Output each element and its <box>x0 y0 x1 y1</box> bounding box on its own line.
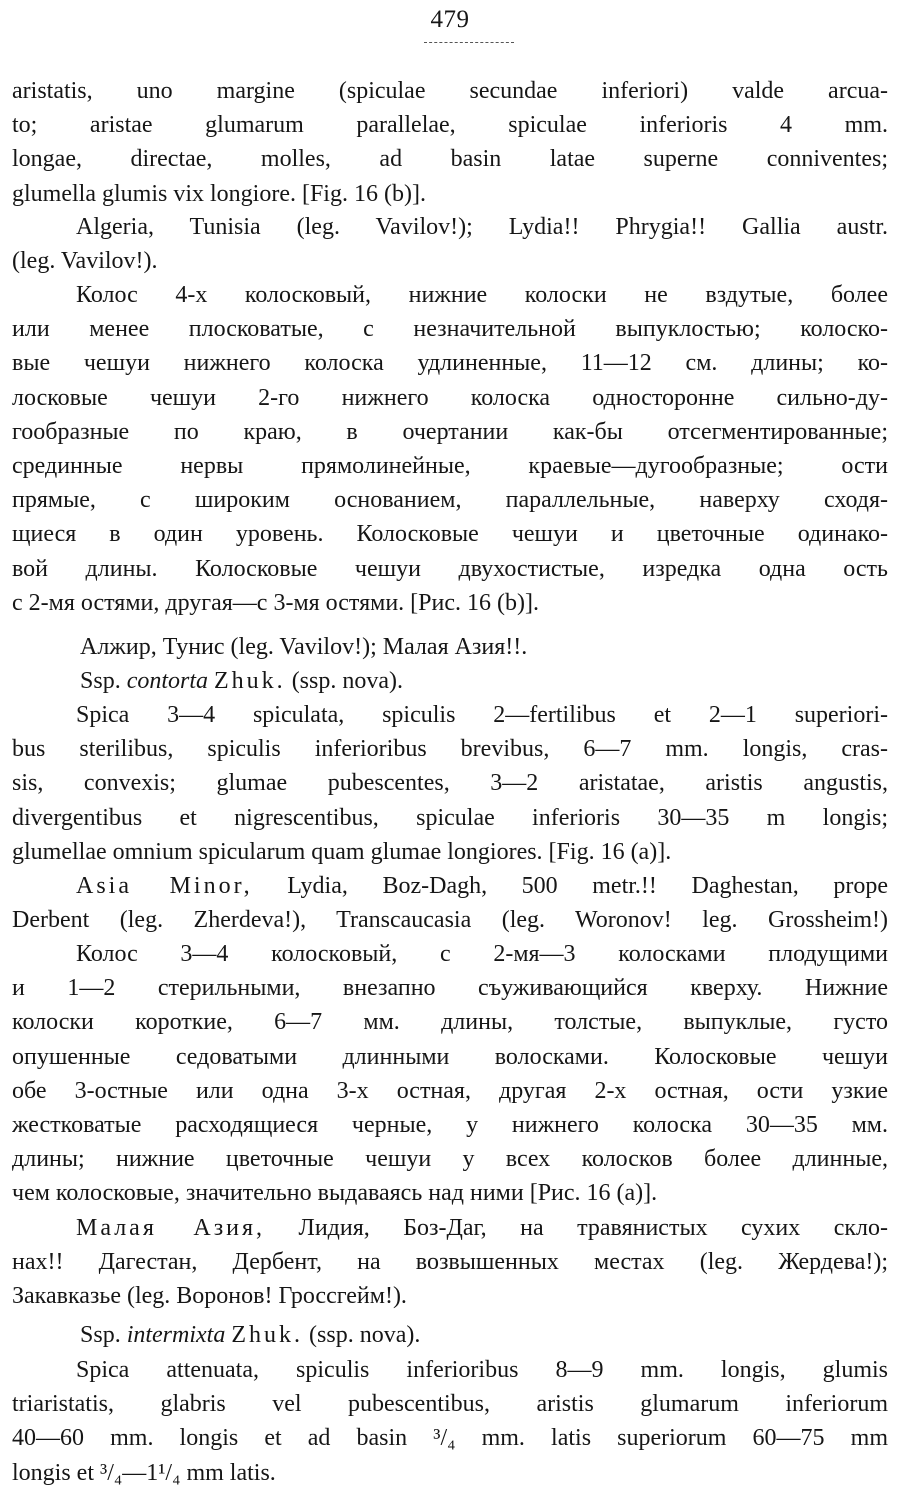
text-line: щиеся в один уровень. Колосковые чешуи и цветочные одинако- <box>12 521 888 548</box>
text-line: 40—60 mm. longis et ad basin ³/₄ mm. latis superiorum 60—75 mm <box>12 1425 888 1452</box>
text-line: longis et ³/₄—1¹/₄ mm latis. <box>12 1459 276 1486</box>
text-line: или менее плосковатые, с незначительной выпуклостью; колоско- <box>12 316 888 343</box>
paragraph-latin-description-2 <box>12 698 888 869</box>
text-line: лосковые чешуи 2-го нижнего колоска односторонне сильно-ду- <box>12 384 888 411</box>
paragraph-russian-distribution-1 <box>12 630 888 664</box>
text-line: с 2-мя остями, другая—с 3-мя остями. [Рис. 16 (b)]. <box>12 589 539 616</box>
text-line: Spica attenuata, spiculis inferioribus 8—9 mm. longis, glumis <box>76 1357 888 1383</box>
text-line: (leg. Vavilov!). <box>12 248 158 275</box>
text-line: Закавказье (leg. Воронов! Гроссгейм!). <box>12 1283 407 1310</box>
text-line: срединные нервы прямолинейные, краевые—дугообразные; ости <box>12 452 888 479</box>
text-line: длины; нижние цветочные чешуи у всех колосков более длинные, <box>12 1146 888 1173</box>
text-line: опушенные седоватыми длинными волосками. Колосковые чешуи <box>12 1043 888 1070</box>
text-line <box>12 1211 888 1245</box>
text-line: bus sterilibus, spiculis inferioribus brevibus, 6—7 mm. longis, cras- <box>12 736 888 763</box>
paragraph-latin-description-1 <box>12 74 888 211</box>
paragraph-latin-distribution-1 <box>12 210 888 278</box>
text-span: Lydia, Boz-Dagh, 500 metr.!! Daghestan, prope <box>287 873 888 899</box>
text-line: жестковатые расходящиеся черные, у нижнего колоска 30—35 мм. <box>12 1111 888 1138</box>
text-line: Spica 3—4 spiculata, spiculis 2—fertilibus et 2—1 superiori- <box>76 702 888 728</box>
text-line <box>12 664 888 698</box>
paragraph-russian-distribution-2 <box>12 1211 888 1314</box>
text-line: longae, directae, molles, ad basin latae superne conniventes; <box>12 146 888 173</box>
text-line: нах!! Дагестан, Дербент, на возвышенных местах (leg. Жердева!); <box>12 1249 888 1276</box>
text-line: sis, convexis; glumae pubescentes, 3—2 aristatae, aristis angustis, <box>12 770 888 797</box>
text-line: и 1—2 стерильными, внезапно съуживающийся кверху. Нижние <box>12 975 888 1002</box>
ssp-suffix: (ssp. nova). <box>291 668 404 694</box>
text-line: divergentibus et nigrescentibus, spiculae inferioris 30—35 m longis; <box>12 804 888 831</box>
ssp-author: Zhuk. <box>214 668 286 694</box>
text-line <box>12 869 888 903</box>
region-spaced: Малая Азия, <box>76 1215 266 1241</box>
ssp-prefix: Ssp. <box>80 668 121 694</box>
text-line: triaristatis, glabris vel pubescentibus, aristis glumarum inferiorum <box>12 1391 888 1418</box>
text-line: glumella glumis vix longiore. [Fig. 16 (b)]. <box>12 180 426 207</box>
text-line: glumellae omnium spicularum quam glumae longiores. [Fig. 16 (a)]. <box>12 838 672 865</box>
text-line: гообразные по краю, в очертании как-бы отсегментированные; <box>12 418 888 445</box>
paragraph-russian-description-2 <box>12 937 888 1211</box>
text-line: колоски короткие, 6—7 мм. длины, толстые, выпуклые, густо <box>12 1009 888 1036</box>
text-line: Колос 3—4 колосковый, с 2-мя—3 колосками плодущими <box>76 941 888 967</box>
ssp-prefix: Ssp. <box>80 1322 121 1348</box>
paragraph-russian-description-1 <box>12 278 888 620</box>
subspecies-heading-contorta <box>12 664 888 698</box>
ssp-suffix: (ssp. nova). <box>309 1322 421 1348</box>
text-line: aristatis, uno margine (spiculae secundae inferiori) valde arcua- <box>12 78 888 104</box>
paragraph-latin-distribution-2 <box>12 869 888 937</box>
text-line: Derbent (leg. Zherdeva!), Transcaucasia (leg. Woronov! leg. Grossheim!) <box>12 907 888 934</box>
text-line: Algeria, Tunisia (leg. Vavilov!); Lydia!! Phrygia!! Gallia austr. <box>76 214 888 240</box>
text-line: to; aristae glumarum parallelae, spiculae inferioris 4 mm. <box>12 112 888 139</box>
text-line: вые чешуи нижнего колоска удлиненные, 11—12 см. длины; ко- <box>12 350 888 377</box>
text-line: Алжир, Тунис (leg. Vavilov!); Малая Азия!!. <box>80 634 528 660</box>
page-number: 479 <box>430 6 470 33</box>
paragraph-latin-description-3 <box>12 1353 888 1490</box>
text-line <box>12 1318 888 1352</box>
text-line: Колос 4-х колосковый, нижние колоски не вздутые, более <box>76 282 888 308</box>
ssp-name: contorta <box>126 668 209 694</box>
text-line: прямые, с широким основанием, параллельные, наверху сходя- <box>12 487 888 514</box>
text-line: обе 3-остные или одна 3-х остная, другая 2-х остная, ости узкие <box>12 1077 888 1104</box>
ssp-name: intermixta <box>126 1322 226 1348</box>
text-span: Лидия, Боз-Даг, на травянистых сухих скло- <box>298 1215 888 1241</box>
text-line: вой длины. Колосковые чешуи двухостистые, изредка одна ость <box>12 555 888 582</box>
ssp-author: Zhuk. <box>231 1322 304 1348</box>
region-spaced: Asia Minor, <box>76 873 253 899</box>
page-number-underline <box>424 42 514 43</box>
subspecies-heading-intermixta <box>12 1318 888 1352</box>
text-line: чем колосковые, значительно выдаваясь над ними [Рис. 16 (a)]. <box>12 1180 658 1207</box>
